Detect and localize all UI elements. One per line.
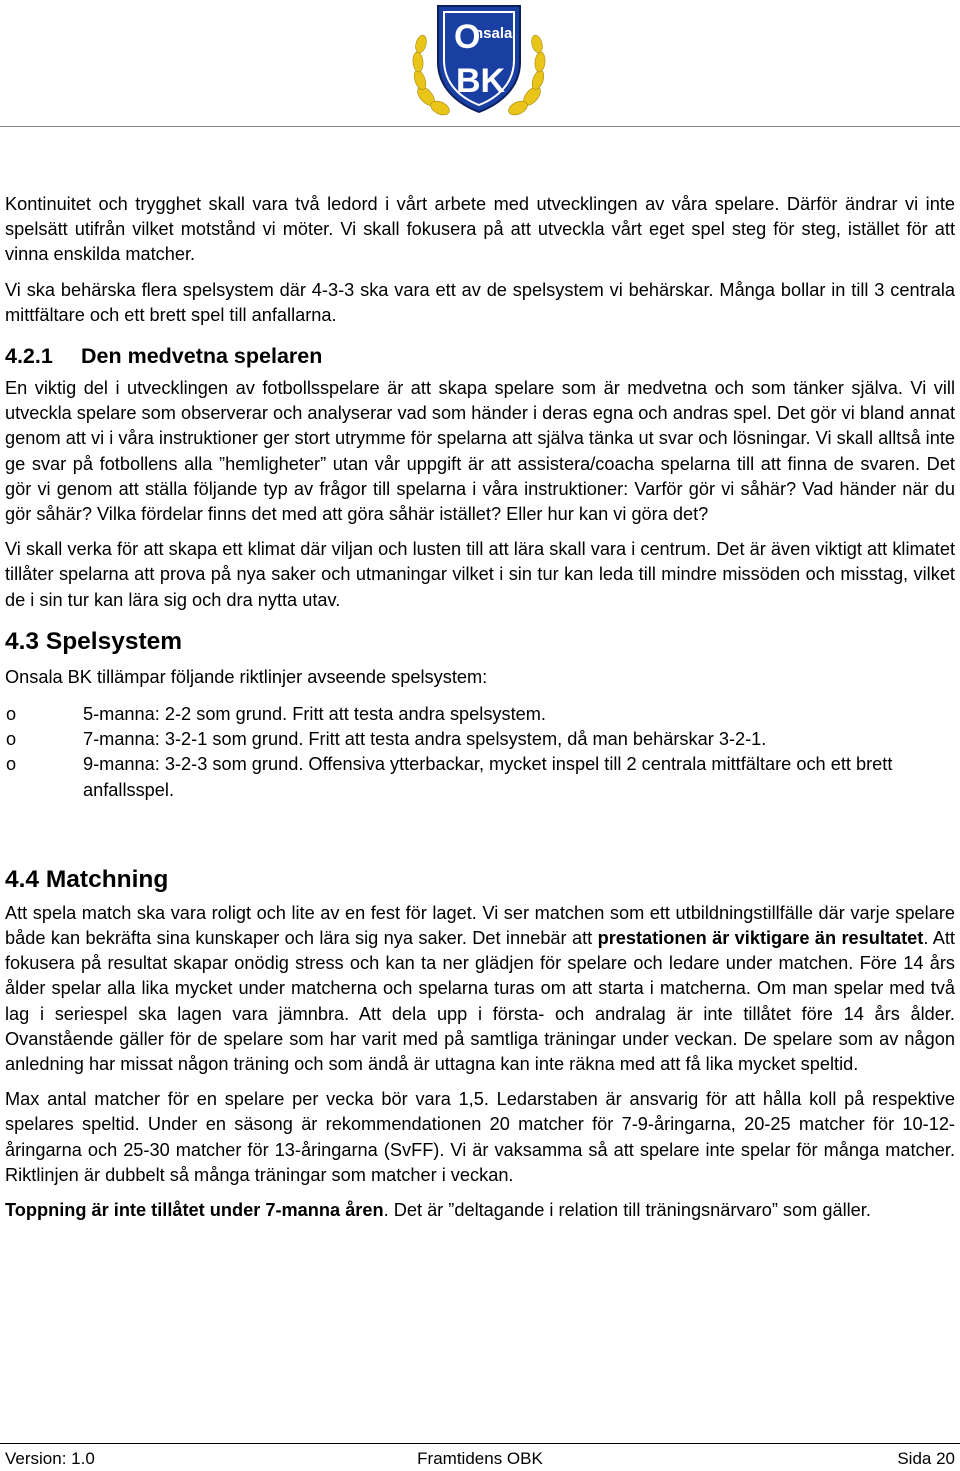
- section-4-2-1-paragraph-2: Vi skall verka för att skapa ett klimat där viljan och lusten till att lära skall vara i centrum. Det är även viktigt att klimatet tillåter spelarna att prova på nya saker och utmaningar vilket i sin tur kan leda till mindre missöden och misstag, vilket de i sin tur kan lära sig och dra nytta utav.: [5, 539, 955, 610]
- bullet-marker: o: [6, 754, 17, 775]
- header-divider: [0, 126, 960, 127]
- onsala-bk-crest-logo: [404, 0, 554, 120]
- list-item: [5, 702, 955, 727]
- section-number: 4.2.1: [5, 344, 53, 369]
- section-4-4-paragraph-3: Toppning är inte tillåtet under 7-manna åren. Det är ”deltagande i relation till träningsnärvaro” som gäller.: [5, 1200, 871, 1221]
- section-4-4-paragraph-2: Max antal matcher för en spelare per vecka bör vara 1,5. Ledarstaben är ansvarig för att hålla koll på respektive spelares speltid. Under en säsong är rekommendationen 20 matcher för 7-9-åringarna, 20-25 matcher för 10-12-åringarna och 25-30 matcher för 13-åringarna (SvFF). Vi är vaksamma så att spelare inte spelar för många matcher. Riktlinjen är dubbelt så många träningar som matcher i veckan.: [5, 1089, 955, 1185]
- section-title: Spelsystem: [45, 627, 183, 655]
- section-heading-4-2-1: [5, 342, 955, 370]
- emphasis-text: Toppning är inte tillåtet under 7-manna åren: [5, 1200, 384, 1221]
- footer-version: Version: 1.0: [5, 1449, 95, 1468]
- spelsystem-list: [5, 702, 955, 803]
- section-number: 4.4: [5, 865, 40, 893]
- document-body: [5, 192, 955, 1223]
- intro-paragraph-1: Kontinuitet och trygghet skall vara två ledord i vårt arbete med utvecklingen av våra spelare. Därför ändrar vi inte spelsätt utifrån vilket motstånd vi möter. Vi skall fokusera på att utveckla vårt eget spel steg för steg, istället för att vinna enskilda matcher.: [5, 194, 955, 265]
- list-item-text: 9-manna: 3-2-3 som grund. Offensiva ytterbackar, mycket inspel till 2 centrala mittfältare och ett brett anfallsspel.: [83, 754, 893, 800]
- footer-document-title: Framtidens OBK: [417, 1449, 543, 1468]
- header: [0, 0, 960, 126]
- section-number: 4.3: [5, 627, 40, 655]
- section-title: Den medvetna spelaren: [81, 344, 323, 369]
- section-heading-4-3: [5, 627, 955, 657]
- bullet-marker: o: [6, 704, 17, 725]
- footer-divider: [0, 1443, 960, 1444]
- section-heading-4-4: [5, 865, 955, 895]
- logo-letters: BK: [456, 62, 506, 100]
- section-4-4-paragraph-1: Att spela match ska vara roligt och lite av en fest för laget. Vi ser matchen som ett utbildningstillfälle där varje spelare både kan bekräfta sina kunskaper och lära sig nya saker. Det innebär att prestationen är viktigare än resultatet. Att fokusera på resultat skapar onödig stress och kan ta ner glädjen för spelare och ledare under matchen. Före 14 års ålder spelar alla lika mycket under matcherna och spelarna turas om att starta i matcherna. Om man spelar med två lag i seriespel ska lagen vara jämnbra. Att dela upp i första- och andralag är inte tillåtet före 14 års ålder. Ovanstående gäller för de spelare som har varit med på samtliga träningar under veckan. De spelare som av någon anledning har missat någon träning och som ändå är uttagna kan inte räkna med att få lika mycket speltid.: [5, 902, 955, 1075]
- list-item-text: 7-manna: 3-2-1 som grund. Fritt att testa andra spelsystem, då man behärskar 3-2-1.: [83, 729, 767, 750]
- list-item: [5, 727, 955, 752]
- emphasis-text: prestationen är viktigare än resultatet: [597, 928, 924, 949]
- section-4-2-1-paragraph-1: En viktig del i utvecklingen av fotbollsspelare är att skapa spelare som är medvetna och som tänker själva. Vi vill utveckla spelare som observerar och analyserar vad som händer i deras egna och andras spel. Det gör vi bland annat genom att vi i våra instruktioner ger stort utrymme för spelarna att själva tänka ut svar och lösningar. Vi skall alltså inte ge svar på fotbollens alla ”hemligheter” utan vår uppgift är att assistera/coacha spelarna till att finna de svaren. Det gör vi genom att ställa följande typ av frågor till spelarna i våra instruktioner: Varför gör vi såhär? Vad händer när du gör såhär? Vilka fördelar finns det med att göra såhär istället? Eller hur kan vi göra det?: [5, 378, 955, 525]
- list-item-text: 5-manna: 2-2 som grund. Fritt att testa andra spelsystem.: [83, 704, 546, 725]
- section-4-3-intro: Onsala BK tillämpar följande riktlinjer avseende spelsystem:: [5, 666, 488, 687]
- intro-paragraph-2: Vi ska behärska flera spelsystem där 4-3-3 ska vara ett av de spelsystem vi behärskar. Många bollar in till 3 centrala mittfältare och ett brett spel till anfallarna.: [5, 279, 955, 325]
- list-item: [5, 752, 955, 802]
- logo-letter-o: O: [454, 18, 481, 56]
- footer-page-number: Sida 20: [897, 1449, 955, 1468]
- section-title: Matchning: [45, 865, 169, 893]
- bullet-marker: o: [6, 729, 17, 750]
- logo-text-top: nsala: [474, 25, 513, 42]
